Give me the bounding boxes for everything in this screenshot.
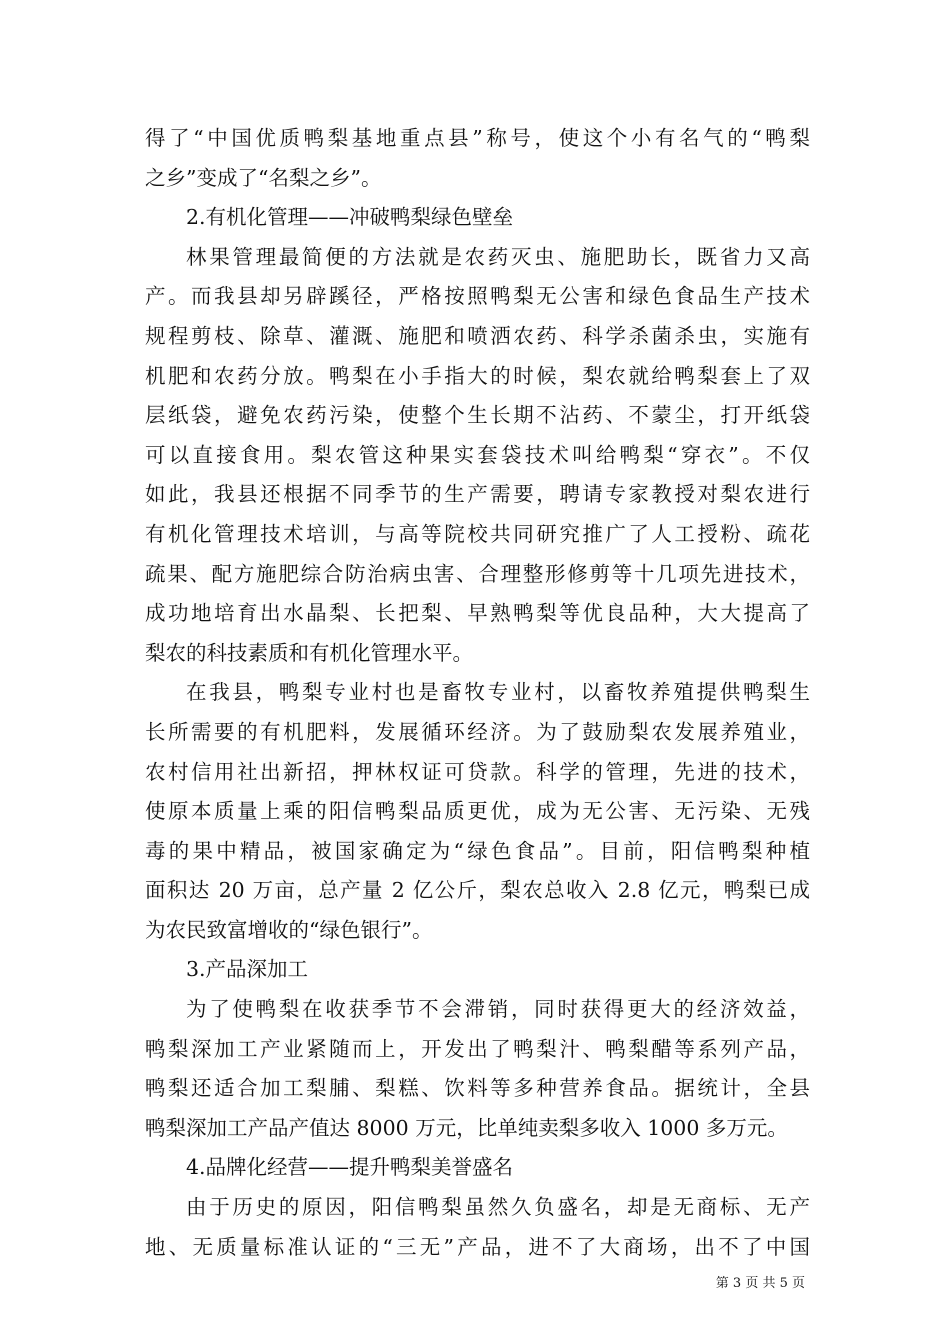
text-line: 规程剪枝、除草、灌溉、施肥和喷洒农药、科学杀菌杀虫，实施有: [145, 323, 810, 348]
text-line: 疏果、配方施肥综合防治病虫害、合理整形修剪等十几项先进技术，: [145, 561, 810, 586]
text-line: 得了“中国优质鸭梨基地重点县”称号，使这个小有名气的“鸭梨: [145, 126, 810, 150]
section-heading: 2.有机化管理——冲破鸭梨绿色壁垒: [186, 205, 514, 230]
text-line: 有机化管理技术培训，与高等院校共同研究推广了人工授粉、疏花: [145, 521, 810, 546]
page-number-footer: 第 3 页 共 5 页: [715, 1276, 805, 1291]
text-line: 农村信用社出新招，押林权证可贷款。科学的管理，先进的技术，: [145, 759, 810, 784]
text-line: 地、无质量标准认证的“三无”产品，进不了大商场，出不了中国: [145, 1234, 810, 1259]
text-line: 由于历史的原因，阳信鸭梨虽然久负盛名，却是无商标、无产: [186, 1195, 810, 1220]
text-line: 之乡”变成了“名梨之乡”。: [145, 165, 382, 190]
text-line: 成功地培育出水晶梨、长把梨、早熟鸭梨等优良品种，大大提高了: [145, 601, 810, 626]
text-line: 梨农的科技素质和有机化管理水平。: [145, 640, 473, 665]
section-heading: 3.产品深加工: [186, 957, 309, 982]
text-line: 鸭梨深加工产品产值达 8000 万元，比单纯卖梨多收入 1000 多万元。: [145, 1115, 788, 1140]
text-line: 鸭梨还适合加工梨脯、梨糕、饮料等多种营养食品。据统计，全县: [145, 1076, 810, 1101]
text-line: 长所需要的有机肥料，发展循环经济。为了鼓励梨农发展养殖业，: [145, 719, 810, 744]
text-line: 面积达 20 万亩，总产量 2 亿公斤，梨农总收入 2.8 亿元，鸭梨已成: [145, 878, 810, 903]
text-line: 如此，我县还根据不同季节的生产需要，聘请专家教授对梨农进行: [145, 482, 810, 507]
text-line: 产。而我县却另辟蹊径，严格按照鸭梨无公害和绿色食品生产技术: [145, 284, 810, 309]
text-line: 层纸袋，避免农药污染，使整个生长期不沾药、不蒙尘，打开纸袋: [145, 403, 810, 428]
text-line: 可以直接食用。梨农管这种果实套袋技术叫给鸭梨“穿衣”。不仅: [145, 442, 810, 467]
text-line: 林果管理最简便的方法就是农药灭虫、施肥助长，既省力又高: [186, 244, 810, 269]
text-line: 为了使鸭梨在收获季节不会滞销，同时获得更大的经济效益，: [186, 997, 810, 1022]
text-line: 在我县，鸭梨专业村也是畜牧专业村，以畜牧养殖提供鸭梨生: [186, 680, 810, 705]
text-line: 机肥和农药分放。鸭梨在小手指大的时候，梨农就给鸭梨套上了双: [145, 363, 810, 388]
text-line: 毒的果中精品，被国家确定为“绿色食品”。目前，阳信鸭梨种植: [145, 838, 810, 863]
document-body: [145, 119, 810, 1267]
text-line: 鸭梨深加工产业紧随而上，开发出了鸭梨汁、鸭梨醋等系列产品，: [145, 1036, 810, 1061]
section-heading: 4.品牌化经营——提升鸭梨美誉盛名: [186, 1155, 514, 1180]
text-line: 为农民致富增收的“绿色银行”。: [145, 917, 433, 942]
text-line: 使原本质量上乘的阳信鸭梨品质更优，成为无公害、无污染、无残: [145, 799, 810, 824]
